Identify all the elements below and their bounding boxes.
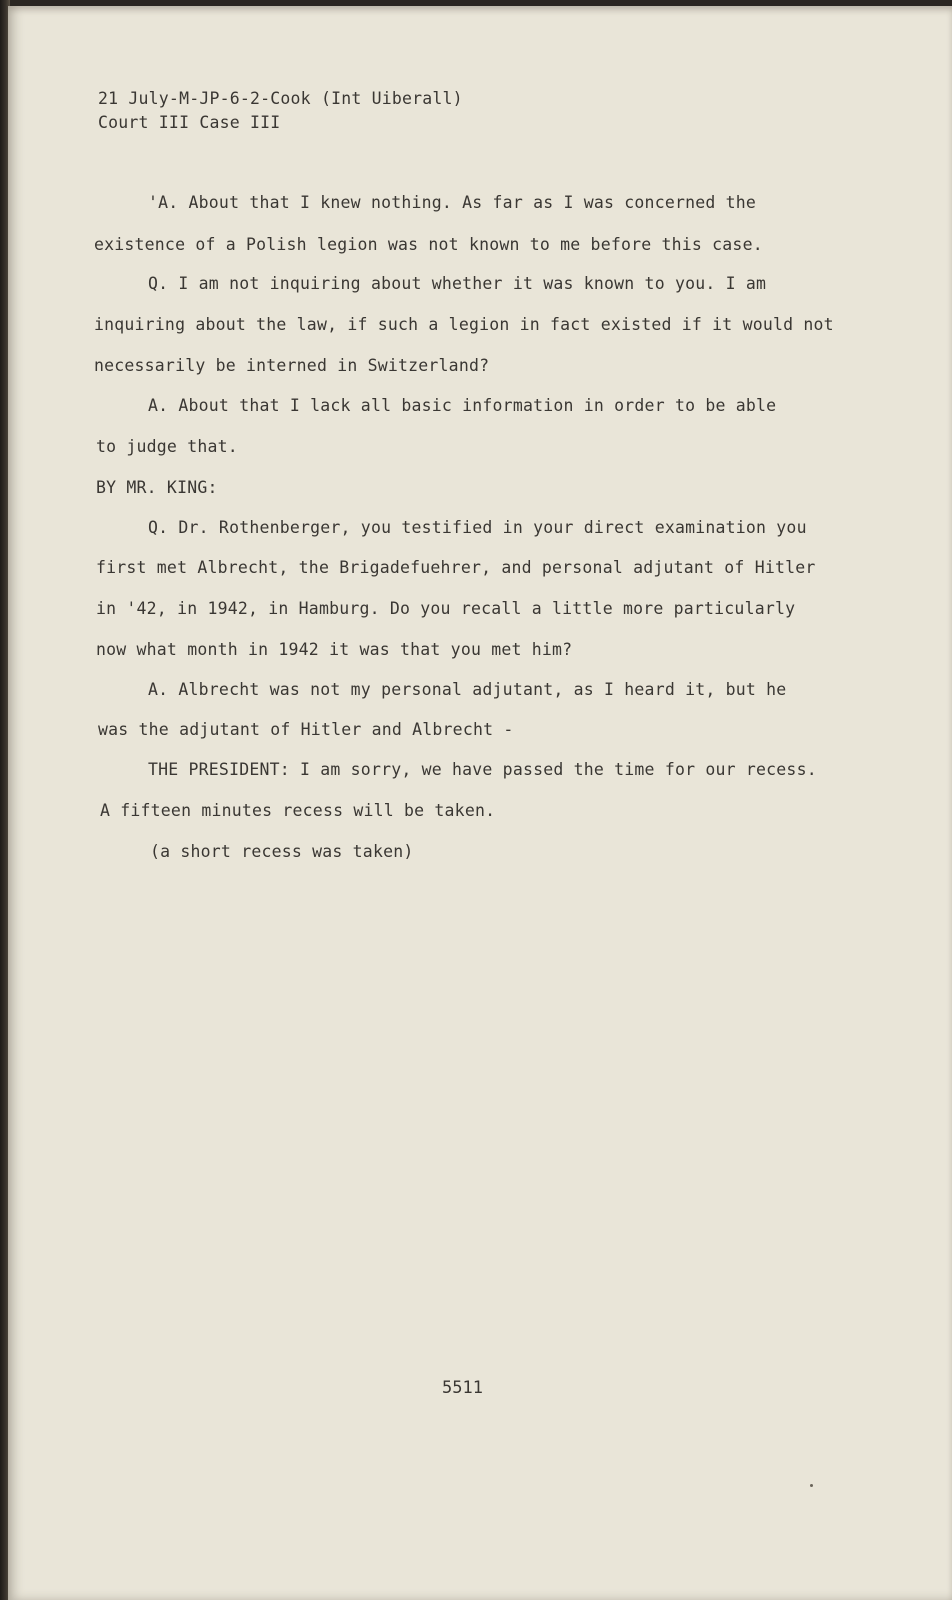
body-line: 'A. About that I knew nothing. As far as I was concerned the (148, 193, 757, 212)
speaker-line: THE PRESIDENT: I am sorry, we have passed the time for our recess. (148, 760, 817, 779)
header-line-1: 21 July-M-JP-6-2-Cook (Int Uiberall) (98, 89, 463, 108)
body-line: now what month in 1942 it was that you met him? (96, 640, 573, 659)
header-line-2: Court III Case III (98, 113, 281, 132)
body-line: first met Albrecht, the Brigadefuehrer, and personal adjutant of Hitler (96, 558, 816, 577)
body-line: Q. I am not inquiring about whether it was known to you. I am (148, 274, 767, 293)
body-line: to judge that. (96, 437, 238, 456)
body-line: in '42, in 1942, in Hamburg. Do you recall a little more particularly (96, 599, 796, 618)
body-line: Q. Dr. Rothenberger, you testified in your direct examination you (148, 518, 807, 537)
recess-note: (a short recess was taken) (150, 842, 414, 861)
body-line: existence of a Polish legion was not known to me before this case. (94, 235, 763, 254)
section-heading: BY MR. KING: (96, 478, 218, 497)
paper-speck (810, 1484, 813, 1487)
body-line: A. About that I lack all basic information in order to be able (148, 396, 777, 415)
body-line: A fifteen minutes recess will be taken. (100, 801, 496, 820)
body-line: A. Albrecht was not my personal adjutant, as I heard it, but he (148, 680, 787, 699)
body-line: necessarily be interned in Switzerland? (94, 356, 490, 375)
body-line: was the adjutant of Hitler and Albrecht - (98, 720, 514, 739)
body-line: inquiring about the law, if such a legion in fact existed if it would not (94, 315, 834, 334)
document-page (8, 6, 952, 1600)
page-number: 5511 (442, 1378, 483, 1398)
